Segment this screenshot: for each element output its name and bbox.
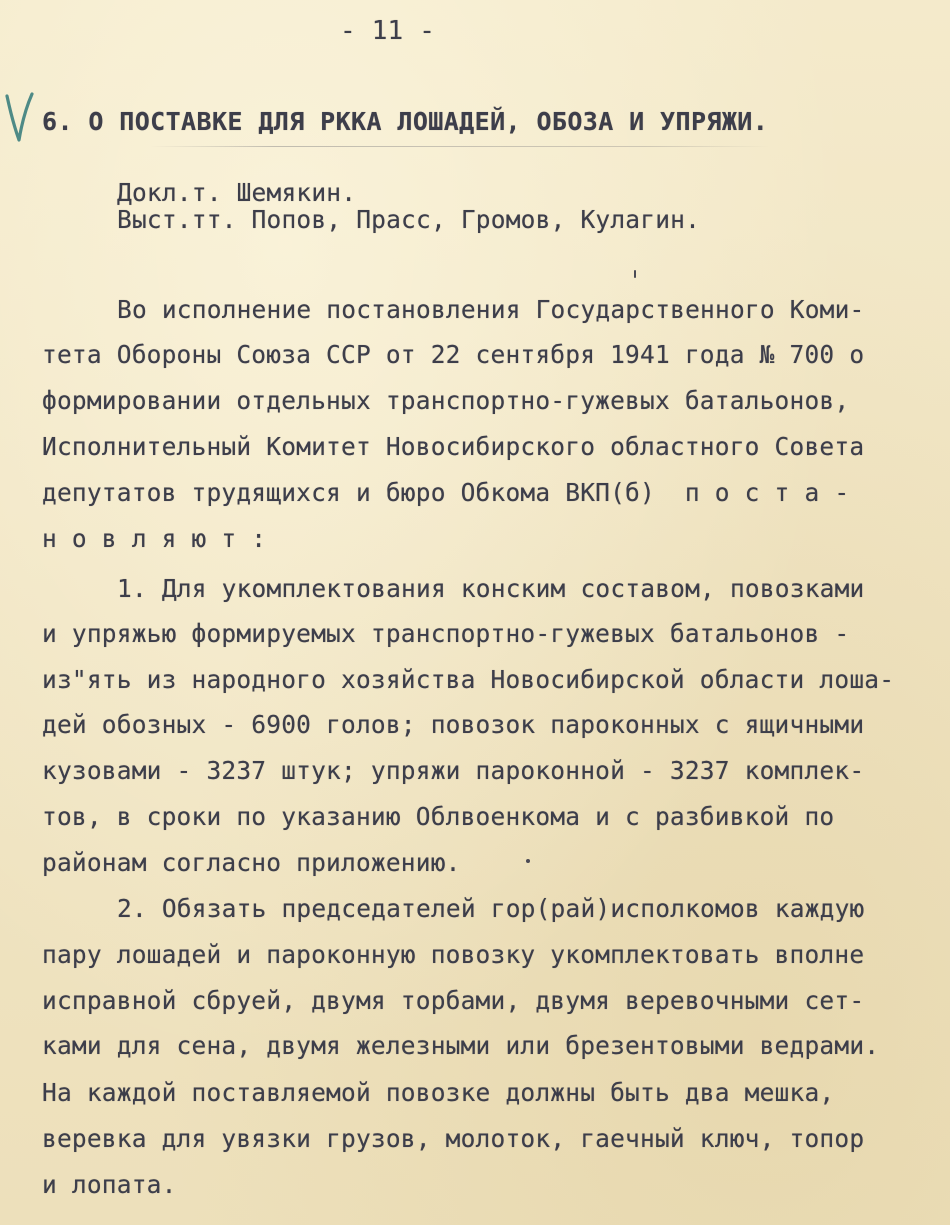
page-number: - 11 - — [340, 16, 436, 46]
debaters-line: Выст.тт. Попов, Прасс, Громов, Кулагин. — [117, 205, 701, 234]
clause-1-line: тов, в сроки по указанию Облвоенкома и с разбивкой по — [42, 802, 835, 831]
ink-mark — [526, 859, 530, 863]
section-title: 6. О ПОСТАВКЕ ДЛЯ РККА ЛОШАДЕЙ, ОБОЗА И УПРЯЖИ. — [42, 107, 769, 136]
clause-2-line: ками для сена, двумя железными или брезентовыми ведрами. — [42, 1031, 880, 1060]
clause-2-line: веревка для увязки грузов, молоток, гаечный ключ, топор — [42, 1124, 865, 1153]
preamble-line: тета Обороны Союза ССР от 22 сентября 1941 года № 700 о — [42, 340, 865, 369]
clause-1-line: и упряжью формируемых транспортно-гужевых батальонов - — [42, 619, 850, 648]
preamble-line: Во исполнение постановления Государственного Коми- — [117, 295, 865, 324]
clause-2-line: На каждой поставляемой повозке должны быть два мешка, — [42, 1078, 835, 1107]
reporter-line: Докл.т. Шемякин. — [117, 178, 357, 207]
clause-1-line: районам согласно приложению. — [42, 848, 461, 877]
clause-2-line: и лопата. — [42, 1170, 177, 1199]
clause-2-line: 2. Обязать председателей гор(рай)исполкомов каждую — [117, 894, 865, 923]
ink-mark — [634, 270, 636, 278]
preamble-line: Исполнительный Комитет Новосибирского областного Совета — [42, 432, 865, 461]
clause-1-line: из"ять из народного хозяйства Новосибирской области лоша- — [42, 665, 895, 694]
check-icon — [4, 92, 34, 144]
preamble-line: формировании отдельных транспортно-гужевых батальонов, — [42, 386, 850, 415]
clause-2-line: исправной сбруей, двумя торбами, двумя веревочными сет- — [42, 986, 865, 1015]
clause-1-line: 1. Для укомплектования конским составом, повозками — [117, 574, 865, 603]
clause-1-line: дей обозных - 6900 голов; повозок пароконных с ящичными — [42, 710, 865, 739]
clause-1-line: кузовами - 3237 штук; упряжи пароконной - 3237 комплек- — [42, 756, 865, 785]
title-underline — [150, 146, 770, 147]
preamble-line: н о в л я ю т : — [42, 524, 267, 553]
preamble-line: депутатов трудящихся и бюро Обкома ВКП(б) п о с т а - — [42, 478, 850, 507]
clause-2-line: пару лошадей и пароконную повозку укомплектовать вполне — [42, 940, 865, 969]
